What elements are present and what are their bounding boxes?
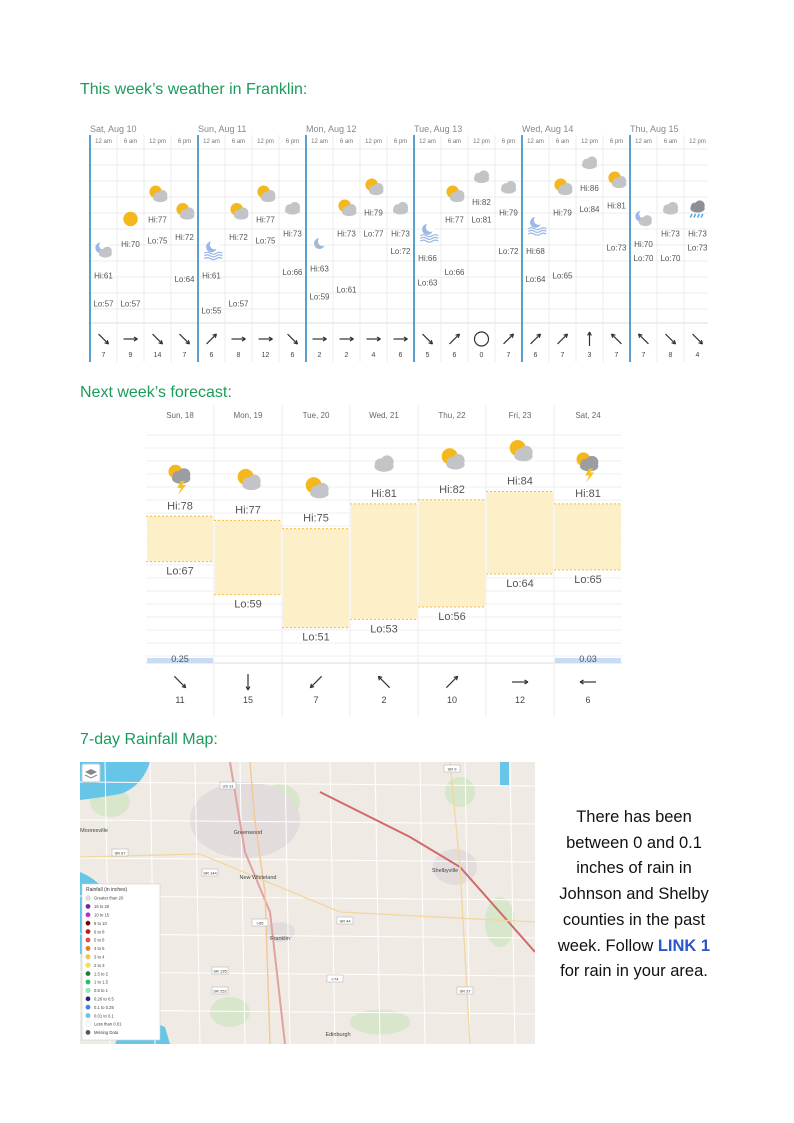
day-label: Sat, Aug 10: [90, 124, 137, 134]
legend-label: 8 to 10: [94, 920, 107, 926]
time-label: 6 am: [123, 139, 138, 145]
legend-swatch: [86, 921, 91, 926]
cloud-icon: [501, 181, 516, 194]
time-label: 6 pm: [609, 139, 624, 145]
hi-temp-label: Hi:79: [553, 208, 572, 218]
wind-arrow-icon: [124, 337, 138, 341]
temp-range-bar: [487, 492, 553, 575]
time-label: 6 am: [555, 139, 570, 145]
wind-arrow-icon: [666, 334, 676, 344]
legend-swatch: [86, 963, 91, 968]
temp-range-bar: [555, 504, 621, 570]
day-label: Tue, 20: [302, 411, 330, 420]
cloud-icon: [582, 156, 597, 169]
legend-label: 2 to 3: [94, 962, 105, 968]
hi-temp-label: Hi:81: [607, 201, 626, 211]
moon-icon: [314, 237, 327, 249]
wind-speed-label: 7: [560, 352, 565, 359]
sun-cloud-icon: [230, 203, 248, 220]
wind-speed-label: 0: [479, 352, 484, 359]
route-label: SR 252: [213, 988, 227, 994]
moon-fog-icon: [204, 240, 222, 259]
time-label: 12 am: [635, 139, 652, 145]
day-label: Tue, Aug 13: [414, 124, 463, 134]
legend-swatch: [86, 1030, 91, 1035]
hi-temp-label: Hi:75: [303, 512, 329, 525]
wind-speed-label: 8: [236, 352, 241, 359]
hi-temp-label: Hi:73: [283, 229, 302, 239]
cloud-icon: [285, 202, 300, 215]
hi-temp-label: Hi:79: [364, 208, 383, 218]
wind-speed-label: 14: [153, 352, 162, 359]
lo-temp-label: Lo:57: [120, 299, 141, 309]
moon-cloud-icon: [95, 241, 111, 258]
time-label: 6 pm: [177, 139, 192, 145]
wind-speed-label: 9: [128, 352, 133, 359]
legend-swatch: [86, 971, 91, 976]
lo-temp-label: Lo:51: [302, 631, 330, 644]
moon-fog-icon: [528, 216, 546, 235]
wind-speed-label: 6: [290, 352, 295, 359]
hi-temp-label: Hi:82: [439, 483, 465, 496]
rain-area: [500, 762, 509, 786]
time-label: 12 pm: [581, 139, 598, 145]
lo-temp-label: Lo:67: [166, 565, 194, 578]
time-label: 12 am: [311, 139, 328, 145]
day-label: Sat, 24: [575, 411, 601, 420]
rain-summary-text: There has been between 0 and 0.1 inches of rain in Johnson and Shelby counties in the past week. Follow: [557, 808, 709, 955]
lo-temp-label: Lo:57: [228, 299, 249, 309]
wind-arrow-icon: [558, 334, 568, 344]
lo-temp-label: Lo:64: [174, 275, 195, 284]
wind-arrow-icon: [639, 334, 649, 344]
park-area: [445, 777, 475, 807]
cloud-icon: [374, 455, 393, 471]
time-label: 12 pm: [473, 139, 490, 145]
wind-speed-label: 2: [317, 352, 322, 359]
wind-speed-label: 10: [446, 695, 458, 705]
route-label: SR 67: [114, 850, 126, 856]
next-week-chart: [146, 405, 622, 717]
wind-speed-label: 6: [209, 352, 214, 359]
wind-speed-label: 7: [313, 695, 319, 705]
lo-temp-label: Lo:59: [309, 292, 330, 302]
cloud-icon: [474, 170, 489, 183]
day-label: Thu, Aug 15: [630, 124, 679, 134]
sun-cloud-icon: [510, 440, 533, 461]
wind-arrow-icon: [174, 676, 185, 687]
hi-temp-label: Hi:63: [310, 264, 329, 274]
legend-label: 4 to 5: [94, 946, 105, 952]
lo-temp-label: Lo:53: [370, 623, 398, 636]
legend-swatch: [86, 954, 91, 959]
time-label: 12 am: [527, 139, 544, 145]
hi-temp-label: Hi:84: [507, 475, 533, 488]
hi-temp-label: Hi:82: [472, 198, 491, 207]
rain-cloud-icon: [690, 200, 704, 217]
wind-speed-label: 11: [175, 695, 185, 705]
temp-range-bar: [147, 516, 213, 561]
wind-arrow-icon: [310, 676, 321, 687]
wind-speed-label: 5: [425, 352, 430, 359]
legend-label: 10 to 15: [94, 912, 110, 918]
wind-arrow-icon: [288, 334, 298, 344]
legend-title: Rainfall (in inches): [86, 887, 128, 893]
lo-temp-label: Lo:77: [363, 229, 384, 239]
hi-temp-label: Hi:73: [688, 229, 707, 239]
lo-temp-label: Lo:66: [444, 268, 465, 277]
lo-temp-label: Lo:70: [633, 254, 654, 263]
thunderstorm-icon: [169, 465, 191, 495]
time-label: 6 am: [231, 139, 246, 145]
rain-map-heading: 7-day Rainfall Map:: [80, 731, 218, 748]
lo-temp-label: Lo:81: [471, 215, 492, 225]
route-label: SR 144: [203, 870, 217, 876]
sun-cloud-icon: [338, 200, 356, 217]
lo-temp-label: Lo:61: [336, 285, 357, 295]
legend-label: 1.5 to 2: [94, 971, 108, 977]
hi-temp-label: Hi:73: [391, 229, 410, 239]
wind-arrow-icon: [313, 337, 327, 341]
time-label: 12 am: [419, 139, 436, 145]
sun-cloud-icon: [306, 477, 329, 498]
cloud-icon: [393, 202, 408, 215]
legend-swatch: [86, 912, 91, 917]
legend-label: Less than 0.01: [94, 1021, 122, 1027]
lo-temp-label: Lo:56: [438, 611, 466, 623]
place-label: Franklin: [270, 936, 290, 942]
route-label: SR 135: [213, 968, 227, 974]
route-label: SR 9: [447, 766, 457, 772]
wind-arrow-icon: [180, 334, 190, 344]
hi-temp-label: Hi:77: [235, 504, 261, 517]
time-label: 12 pm: [149, 139, 166, 145]
hi-temp-label: Hi:61: [94, 271, 113, 281]
wind-speed-label: 6: [533, 352, 538, 359]
day-label: Fri, 23: [508, 411, 532, 420]
moon-cloud-icon: [635, 210, 651, 227]
sun-cloud-icon: [149, 186, 167, 203]
cloud-icon: [663, 202, 678, 215]
link-1[interactable]: LINK 1: [657, 936, 711, 955]
temp-range-bar: [351, 504, 417, 620]
hi-temp-label: Hi:72: [229, 233, 248, 242]
hi-temp-label: Hi:66: [418, 254, 437, 263]
route-label: US 31: [222, 783, 234, 789]
legend-swatch: [86, 896, 91, 901]
wind-speed-label: 7: [182, 352, 187, 359]
lo-temp-label: Lo:70: [660, 254, 681, 263]
layers-button[interactable]: [82, 764, 100, 782]
legend-label: 3 to 4: [94, 954, 105, 960]
day-label: Sun, 18: [166, 411, 194, 420]
wind-speed-label: 2: [344, 352, 349, 359]
wind-arrow-icon: [153, 334, 163, 344]
temp-range-bar: [215, 520, 281, 594]
wind-arrow-icon: [99, 334, 109, 344]
legend-swatch: [86, 1013, 91, 1018]
time-label: 12 pm: [257, 139, 274, 145]
wind-arrow-icon: [423, 334, 433, 344]
place-label: Mooresville: [80, 828, 108, 834]
wind-speed-label: 6: [452, 352, 457, 359]
wind-arrow-icon: [232, 337, 246, 341]
lo-temp-label: Lo:73: [687, 243, 708, 253]
legend-label: 0.26 to 0.5: [94, 996, 114, 1002]
wind-speed-label: 7: [506, 352, 511, 359]
wind-speed-label: 4: [695, 352, 700, 359]
rain-summary-text-end: for rain in your area.: [560, 962, 708, 981]
lo-temp-label: Lo:65: [552, 271, 573, 281]
wind-speed-label: 7: [101, 352, 106, 359]
hi-temp-label: Hi:70: [634, 240, 653, 249]
day-label: Wed, 21: [369, 411, 399, 420]
wind-speed-label: 7: [641, 352, 646, 359]
wind-arrow-icon: [588, 332, 592, 346]
day-label: Wed, Aug 14: [522, 124, 574, 134]
hi-temp-label: Hi:77: [445, 215, 464, 225]
time-label: 6 pm: [501, 139, 516, 145]
day-label: Thu, 22: [438, 411, 466, 420]
wind-speed-label: 12: [261, 352, 270, 359]
wind-arrow-icon: [207, 334, 217, 344]
lo-temp-label: Lo:84: [579, 205, 600, 214]
sun-cloud-icon: [608, 172, 626, 189]
park-area: [485, 897, 515, 947]
legend-label: 0.1 to 0.25: [94, 1004, 114, 1010]
wind-speed-label: 6: [585, 695, 591, 705]
rainfall-map[interactable]: [80, 762, 535, 1044]
hi-temp-label: Hi:73: [337, 229, 356, 239]
wind-arrow-icon: [246, 674, 250, 690]
hi-temp-label: Hi:73: [661, 229, 680, 239]
temp-range-bar: [283, 529, 349, 628]
wind-arrow-icon: [612, 334, 622, 344]
precip-label: 0.03: [579, 654, 597, 664]
wind-speed-label: 15: [242, 695, 254, 705]
wind-arrow-icon: [394, 337, 408, 341]
day-label: Mon, 19: [233, 411, 263, 420]
lo-temp-label: Lo:65: [574, 573, 602, 586]
legend-swatch: [86, 1005, 91, 1010]
route-label: I-65: [256, 920, 264, 926]
legend-label: 6 to 8: [94, 929, 105, 935]
wind-arrow-icon: [378, 676, 389, 687]
place-label: New Whiteland: [239, 875, 277, 881]
route-label: SR 44: [339, 918, 351, 924]
wind-arrow-icon: [693, 334, 703, 344]
legend-swatch: [86, 904, 91, 909]
wind-speed-label: 3: [587, 352, 592, 359]
moon-fog-icon: [420, 223, 438, 242]
day-label: Mon, Aug 12: [306, 124, 357, 134]
legend-label: Missing Data: [94, 1030, 119, 1036]
route-label: SR 37: [459, 988, 471, 994]
sun-cloud-icon: [257, 186, 275, 203]
lo-temp-label: Lo:66: [282, 268, 303, 277]
legend-swatch: [86, 1022, 91, 1027]
wind-arrow-icon: [446, 676, 457, 687]
time-label: 12 pm: [689, 139, 706, 145]
legend-label: 15 to 20: [94, 904, 110, 910]
hi-temp-label: Hi:78: [167, 500, 193, 513]
this-week-heading: This week’s weather in Franklin:: [80, 81, 308, 98]
time-label: 12 am: [203, 139, 220, 145]
place-label: Shelbyville: [431, 868, 459, 874]
place-label: Greenwood: [233, 830, 263, 836]
hi-temp-label: Hi:61: [202, 271, 221, 281]
wind-speed-label: 8: [668, 352, 673, 359]
legend-label: Greater than 20: [94, 895, 124, 901]
time-label: 6 pm: [393, 139, 408, 145]
hi-temp-label: Hi:77: [256, 215, 275, 225]
hi-temp-label: Hi:70: [121, 240, 140, 249]
lo-temp-label: Lo:64: [525, 275, 546, 284]
time-label: 6 am: [339, 139, 354, 145]
hi-temp-label: Hi:81: [371, 487, 397, 500]
temp-range-bar: [419, 500, 485, 607]
this-week-chart: [88, 119, 708, 362]
legend-label: 1 to 1.5: [94, 979, 108, 985]
lo-temp-label: Lo:63: [417, 278, 438, 288]
lo-temp-label: Lo:64: [506, 578, 534, 590]
lo-temp-label: Lo:75: [147, 236, 168, 246]
wind-speed-label: 2: [381, 695, 387, 705]
wind-speed-label: 6: [398, 352, 403, 359]
hi-temp-label: Hi:77: [148, 215, 167, 225]
hi-temp-label: Hi:81: [575, 487, 601, 500]
wind-arrow-icon: [367, 337, 381, 341]
time-label: 12 pm: [365, 139, 382, 145]
hi-temp-label: Hi:86: [580, 184, 599, 193]
rainfall-legend: [82, 884, 160, 1040]
legend-label: 0.5 to 1: [94, 988, 108, 994]
legend-swatch: [86, 946, 91, 951]
place-label: Edinburgh: [325, 1032, 351, 1038]
time-label: 6 am: [663, 139, 678, 145]
wind-speed-label: 12: [514, 695, 526, 705]
hi-temp-label: Hi:68: [526, 247, 545, 256]
legend-swatch: [86, 996, 91, 1001]
wind-arrow-icon: [504, 334, 514, 344]
wind-speed-label: 7: [614, 352, 619, 359]
time-label: 6 am: [447, 139, 462, 145]
hi-temp-label: Hi:79: [499, 208, 518, 218]
sun-cloud-icon: [446, 186, 464, 203]
next-week-heading: Next week’s forecast:: [80, 384, 232, 401]
legend-label: 0.01 to 0.1: [94, 1013, 114, 1019]
wind-speed-label: 4: [371, 352, 376, 359]
sun-icon: [123, 212, 137, 226]
time-label: 6 pm: [285, 139, 300, 145]
wind-arrow-icon: [340, 337, 354, 341]
hi-temp-label: Hi:72: [175, 233, 194, 242]
rain-summary: [552, 805, 716, 985]
legend-label: 5 to 6: [94, 937, 105, 943]
lo-temp-label: Lo:59: [234, 598, 262, 611]
calm-wind-icon: [475, 332, 489, 346]
lo-temp-label: Lo:72: [390, 247, 411, 256]
wind-arrow-icon: [450, 334, 460, 344]
legend-swatch: [86, 938, 91, 943]
precip-label: 0.25: [171, 654, 189, 664]
lo-temp-label: Lo:57: [93, 299, 114, 309]
thunderstorm-icon: [577, 452, 599, 482]
time-label: 12 am: [95, 139, 112, 145]
legend-swatch: [86, 980, 91, 985]
lo-temp-label: Lo:72: [498, 247, 519, 256]
wind-arrow-icon: [580, 680, 596, 684]
lo-temp-label: Lo:55: [201, 306, 222, 316]
sun-cloud-icon: [442, 448, 465, 469]
legend-swatch: [86, 988, 91, 993]
legend-swatch: [86, 929, 91, 934]
lo-temp-label: Lo:75: [255, 236, 276, 246]
lo-temp-label: Lo:73: [606, 243, 627, 253]
day-label: Sun, Aug 11: [198, 124, 247, 134]
wind-arrow-icon: [531, 334, 541, 344]
route-label: I-74: [331, 976, 339, 982]
sun-cloud-icon: [176, 203, 194, 220]
wind-arrow-icon: [259, 337, 273, 341]
wind-arrow-icon: [512, 680, 528, 684]
